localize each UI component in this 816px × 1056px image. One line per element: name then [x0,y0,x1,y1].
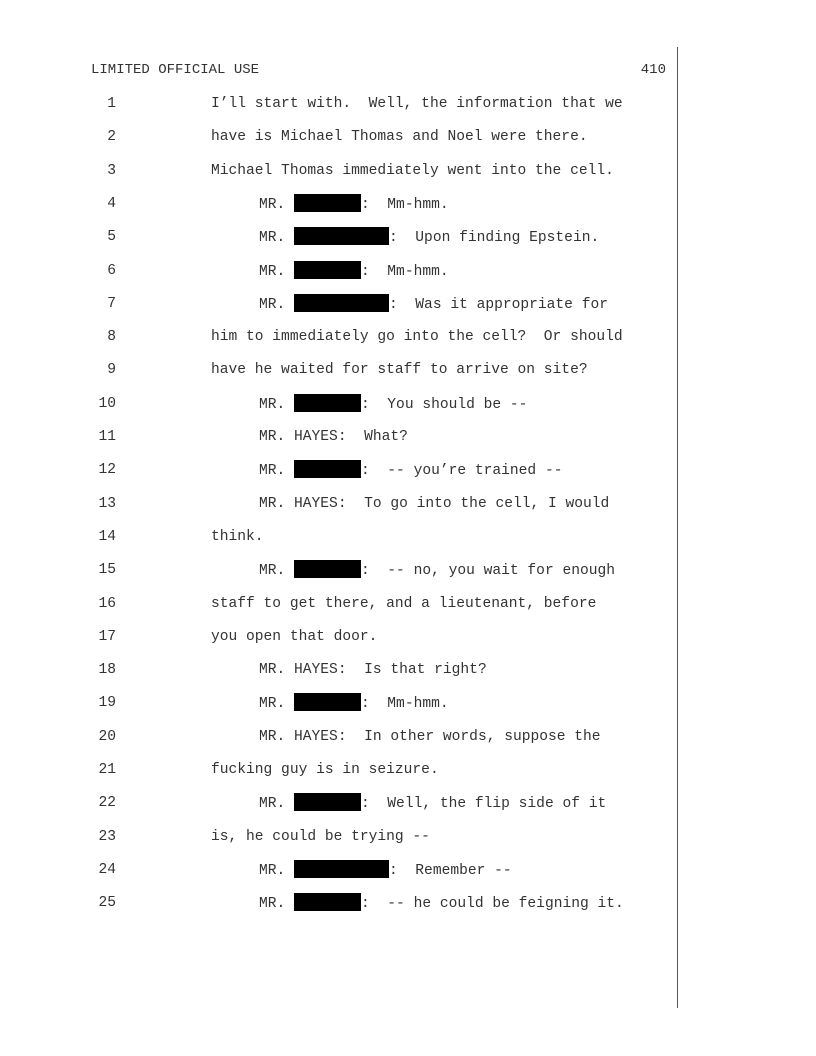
transcript-line [0,394,676,414]
speaker-label: MR. [259,563,295,579]
line-text [259,294,608,315]
spoken-text: : -- you’re trained -- [361,463,563,479]
line-number: 13 [98,496,116,512]
line-text [259,693,449,714]
spoken-text: MR. HAYES: To go into the cell, I would [259,496,610,512]
line-text [211,94,623,114]
transcript-line [0,294,676,314]
header-classification: LIMITED OFFICIAL USE [91,62,260,78]
line-text [259,427,408,447]
transcript-line [0,560,676,580]
transcript-line [0,427,676,447]
line-text [211,760,439,780]
transcript-line [0,860,676,880]
line-number: 24 [98,862,116,878]
redaction-box [294,793,361,811]
line-number: 22 [98,795,116,811]
line-text [211,527,264,547]
speaker-label: MR. [259,230,295,246]
redaction-box [294,294,389,312]
line-number: 3 [107,163,116,179]
line-text [259,793,606,814]
line-text [259,893,624,914]
line-text [259,560,615,581]
line-number: 17 [98,629,116,645]
line-text [259,494,609,514]
line-text [259,194,449,215]
spoken-text: : Was it appropriate for [389,297,608,313]
spoken-text: : Upon finding Epstein. [389,230,600,246]
speaker-label: MR. [259,197,295,213]
transcript-line [0,627,676,647]
spoken-text: have is Michael Thomas and Noel were there. [211,129,588,145]
speaker-label: MR. [259,696,295,712]
line-text [211,827,430,847]
line-text [259,660,487,680]
line-text [211,627,377,647]
spoken-text: : Mm-hmm. [361,264,449,280]
line-number: 9 [107,362,116,378]
line-number: 10 [98,396,116,412]
transcript-line [0,727,676,747]
transcript-line [0,793,676,813]
line-number: 2 [107,129,116,145]
spoken-text: him to immediately go into the cell? Or should [211,329,623,345]
page-number: 410 [640,62,666,78]
line-number: 15 [98,562,116,578]
line-number: 6 [107,263,116,279]
line-text [259,261,449,282]
speaker-label: MR. [259,297,295,313]
transcript-line [0,227,676,247]
transcript-line [0,161,676,181]
line-text [211,360,588,380]
line-number: 21 [98,762,116,778]
transcript-line [0,94,676,114]
spoken-text: : Mm-hmm. [361,696,449,712]
spoken-text: : Mm-hmm. [361,197,449,213]
redaction-box [294,860,389,878]
transcript-line [0,827,676,847]
spoken-text: is, he could be trying -- [211,829,430,845]
line-number: 11 [98,429,116,445]
speaker-label: MR. [259,863,295,879]
line-number: 8 [107,329,116,345]
transcript-line [0,660,676,680]
spoken-text: : You should be -- [361,397,528,413]
line-number: 18 [98,662,116,678]
transcript-line [0,693,676,713]
spoken-text: : -- he could be feigning it. [361,896,624,912]
transcript-line [0,127,676,147]
right-margin-rule [677,47,678,1008]
speaker-label: MR. [259,796,295,812]
line-number: 7 [107,296,116,312]
spoken-text: you open that door. [211,629,378,645]
line-text [211,127,588,147]
line-number: 19 [98,695,116,711]
redaction-box [294,560,361,578]
spoken-text: staff to get there, and a lieutenant, before [211,596,597,612]
speaker-label: MR. [259,896,295,912]
line-text [259,727,601,747]
line-number: 5 [107,229,116,245]
spoken-text: : -- no, you wait for enough [361,563,616,579]
speaker-label: MR. [259,264,295,280]
line-text [259,460,562,481]
line-text [211,594,596,614]
spoken-text: MR. HAYES: In other words, suppose the [259,729,601,745]
redaction-box [294,194,361,212]
transcript-line [0,893,676,913]
line-text [259,394,527,415]
line-number: 1 [107,96,116,112]
spoken-text: think. [211,529,264,545]
spoken-text: Michael Thomas immediately went into the cell. [211,163,614,179]
redaction-box [294,394,361,412]
spoken-text: fucking guy is in seizure. [211,762,439,778]
spoken-text: : Well, the flip side of it [361,796,607,812]
spoken-text: I’ll start with. Well, the information that we [211,96,623,112]
transcript-line [0,360,676,380]
speaker-label: MR. [259,463,295,479]
line-number: 23 [98,829,116,845]
spoken-text: MR. HAYES: What? [259,429,408,445]
redaction-box [294,261,361,279]
line-text [211,161,614,181]
line-text [259,860,512,881]
line-text [259,227,599,248]
speaker-label: MR. [259,397,295,413]
transcript-line [0,527,676,547]
transcript-line [0,327,676,347]
line-number: 16 [98,596,116,612]
line-number: 20 [98,729,116,745]
line-number: 25 [98,895,116,911]
redaction-box [294,460,361,478]
line-number: 12 [98,462,116,478]
line-number: 14 [98,529,116,545]
redaction-box [294,227,389,245]
spoken-text: MR. HAYES: Is that right? [259,662,487,678]
transcript-line [0,460,676,480]
transcript-line [0,261,676,281]
line-text [211,327,623,347]
redaction-box [294,893,361,911]
spoken-text: : Remember -- [389,863,512,879]
transcript-line [0,594,676,614]
line-number: 4 [107,196,116,212]
redaction-box [294,693,361,711]
transcript-line [0,494,676,514]
transcript-line [0,194,676,214]
transcript-line [0,760,676,780]
spoken-text: have he waited for staff to arrive on site? [211,362,588,378]
